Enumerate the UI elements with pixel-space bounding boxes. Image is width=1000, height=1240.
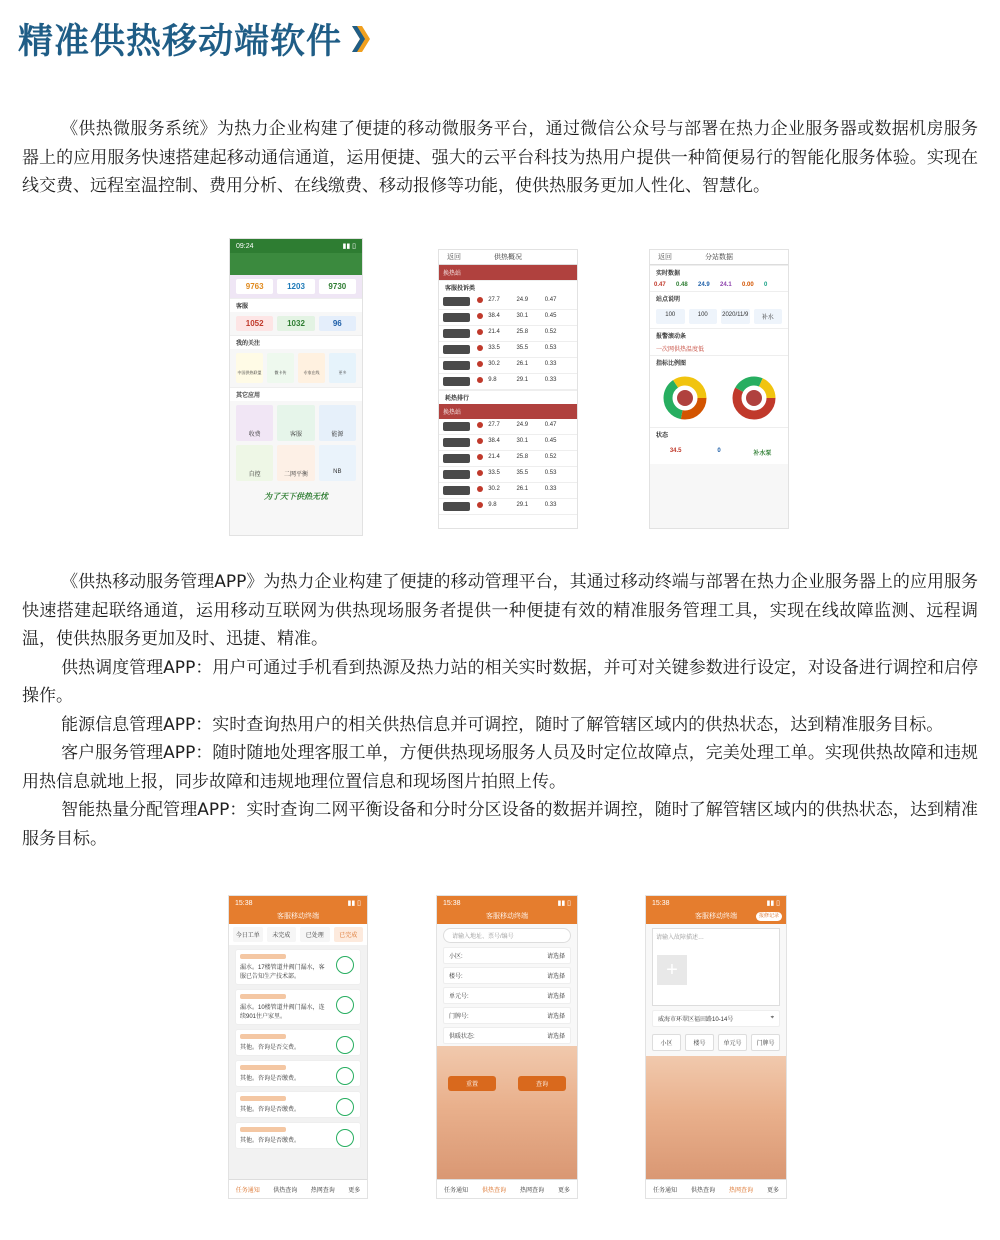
intro-paragraph: 《供热微服务系统》为热力企业构建了便捷的移动微服务平台，通过微信公众号与部署在热力企业服务器或数据机房服务器上的应用服务快速搭建起移动通信通道，运用便捷、强大的云平台科技为热用户提供一种简便易行的智能化服务体验。实现在线交费、远程室温控制、费用分析、在线缴费、移动报修等功能，使供热服务更加人性化、智慧化。 [22, 119, 978, 196]
order-text: 其他。咨询是否缴费。 [240, 1107, 301, 1113]
tab-more[interactable]: 更多 [766, 1187, 779, 1194]
alarm-dot-icon [477, 329, 483, 335]
cell-value: 0.45 [544, 438, 557, 444]
back-button[interactable]: 返回 [658, 254, 672, 261]
address-chips [646, 1030, 786, 1055]
alarm-dot-icon [477, 422, 483, 428]
cell-value: 24.9 [516, 422, 529, 428]
alarm-dot-icon [477, 470, 483, 476]
address-blurred [240, 1065, 286, 1070]
alarm-ticker: 一次网供热温度低 [650, 342, 788, 355]
kefu-cell[interactable]: 96 [319, 316, 356, 331]
page-title-text: 精准供热移动端软件 [18, 22, 343, 62]
cell-value: 30.2 [488, 361, 500, 367]
query-field[interactable] [443, 967, 571, 984]
section-title: 实时数据 [650, 265, 788, 279]
station-name [443, 329, 470, 338]
nav-bar: 返回 供热概况 [439, 250, 577, 265]
status-cell: 补水泵 [743, 445, 782, 460]
cell-value: 0.53 [544, 345, 557, 351]
table-row[interactable] [439, 342, 577, 358]
station-name [443, 313, 470, 322]
cell-value: 25.8 [516, 329, 529, 335]
tab-item[interactable]: 已完成 [334, 927, 364, 942]
cell-value: 0.52 [544, 454, 557, 460]
cell-value: 0.33 [544, 377, 557, 383]
cell-value: 9.8 [488, 502, 497, 508]
completed-stamp-icon [336, 1036, 354, 1054]
alarm-dot-icon [477, 313, 483, 319]
cell-value: 9.8 [488, 377, 497, 383]
tab-task[interactable]: 任务通知 [235, 1187, 260, 1194]
chip[interactable]: 楼号 [685, 1034, 714, 1051]
bottom-tab-bar [646, 1179, 786, 1198]
desc-cell: 100 [689, 309, 718, 324]
table-row[interactable] [439, 310, 577, 326]
section-title: 指标比例图 [650, 355, 788, 369]
cell-value: 0.33 [544, 361, 557, 367]
status-bar: 15:38 ▮▮ ▯ [646, 896, 786, 910]
table-row[interactable] [439, 451, 577, 467]
energy-app-paragraph: 能源信息管理APP：实时查询热用户的相关供热信息并可调控，随时了解管辖区域内的供热状态，达到精准服务目标。 [61, 714, 944, 735]
completed-stamp-icon [336, 1098, 354, 1116]
tab-item[interactable]: 未完成 [267, 927, 297, 942]
screenshot-micro-service-home [229, 238, 363, 536]
nav-bar: 返回 分站数据 [650, 250, 788, 265]
table-row[interactable] [439, 499, 577, 515]
address-blurred [240, 994, 286, 999]
order-text: 漏水。17楼管道井阀门漏水，客服已告知生产技术部。 [240, 965, 325, 980]
tab-heating[interactable]: 供热查询 [690, 1187, 715, 1194]
slogan: 为了天下供热无忧 [264, 492, 328, 501]
app-item[interactable]: 能源 [319, 405, 356, 441]
status-bar: 09:24 ▮▮ ▯ [230, 239, 362, 253]
section-title: 客服 [230, 298, 362, 312]
app-item[interactable]: 客服 [277, 405, 314, 441]
realtime-values: 0.47 0.48 24.9 24.1 0.00 0 [650, 279, 788, 291]
section-title: 站点说明 [650, 291, 788, 305]
bottom-tab-bar [437, 1179, 577, 1198]
list-item[interactable] [235, 1122, 361, 1149]
alarm-dot-icon [477, 502, 483, 508]
query-field[interactable] [443, 1007, 571, 1024]
address-field[interactable]: 威海市环翠区福田路10-14号 ⌖ [652, 1010, 780, 1027]
completed-stamp-icon [336, 1067, 354, 1085]
table-row[interactable] [439, 358, 577, 374]
list-item[interactable] [235, 1060, 361, 1087]
status-bar: 15:38 ▮▮ ▯ [229, 896, 367, 910]
donut-chart [729, 373, 779, 423]
alarm-dot-icon [477, 297, 483, 303]
list-item[interactable] [235, 989, 361, 1025]
station-name [443, 422, 470, 431]
table-header: 换热站 [439, 265, 577, 280]
table-row[interactable] [439, 467, 577, 483]
list-item[interactable] [235, 1029, 361, 1056]
list-item[interactable] [235, 1091, 361, 1118]
tab-item[interactable]: 已处理 [300, 927, 330, 942]
order-text: 其他。咨询是否缴费。 [240, 1076, 301, 1082]
cell-value: 21.4 [488, 454, 500, 460]
alarm-dot-icon [477, 361, 483, 367]
station-name [443, 297, 470, 306]
section-title: 我的关注 [230, 335, 362, 349]
follow-item[interactable]: 专家在线 [298, 353, 325, 383]
tab-item[interactable]: 今日工单 [233, 927, 263, 942]
description-textarea[interactable]: 请输入故障描述… + [652, 928, 780, 1006]
chip[interactable]: 小区 [652, 1034, 681, 1051]
cell-value: 21.4 [488, 329, 500, 335]
cell-value: 29.1 [516, 377, 529, 383]
screenshot-heating-query [436, 895, 578, 1199]
cell-value: 35.5 [516, 470, 529, 476]
station-name [443, 454, 470, 463]
section-title: 其它应用 [230, 387, 362, 401]
nav-bar: 客服移动终端 [437, 910, 577, 924]
section-title: 报警滚动条 [650, 328, 788, 342]
field-label: 楼号: [449, 974, 463, 980]
cell-value: 33.5 [488, 345, 500, 351]
table-row[interactable] [439, 419, 577, 435]
cell-value: 0.33 [544, 502, 557, 508]
alarm-dot-icon [477, 345, 483, 351]
cell-value: 0.45 [544, 313, 557, 319]
app-item[interactable]: NB [319, 445, 356, 481]
reset-button[interactable]: 重置 [448, 1076, 496, 1091]
nav-bar: 客服移动终端 [229, 910, 367, 924]
cell-value: 26.1 [516, 361, 529, 367]
record-button[interactable]: 报修记录 [756, 912, 782, 921]
follow-item[interactable]: 微卡传 [267, 353, 294, 383]
stat-cell: 9763 [236, 279, 273, 294]
stat-cell: 1203 [277, 279, 314, 294]
cell-value: 25.8 [516, 454, 529, 460]
add-photo-icon[interactable]: + [657, 955, 687, 985]
cell-value: 33.5 [488, 470, 500, 476]
section-title: 状态 [650, 427, 788, 441]
kefu-cell[interactable]: 1032 [277, 316, 314, 331]
section-title: 耗热排行 [439, 390, 577, 404]
address-blurred [240, 1096, 286, 1101]
status-cell: 0 [699, 445, 738, 460]
alarm-dot-icon [477, 486, 483, 492]
follow-item[interactable]: 中国供热联盟 [236, 353, 263, 383]
address-blurred [240, 1127, 286, 1132]
desc-cell: 100 [656, 309, 685, 324]
ratio-charts [650, 369, 788, 427]
field-select[interactable]: 请选择 [546, 1034, 565, 1040]
order-text: 其他。咨询是否交费。 [240, 1045, 301, 1051]
donut-chart [660, 373, 710, 423]
dispatch-app-paragraph: 供热调度管理APP：用户可通过手机看到热源及热力站的相关实时数据，并可对关键参数进行设定，对设备进行调控和启停操作。 [22, 657, 978, 706]
cell-value: 29.1 [516, 502, 529, 508]
desc-cell: 2020/11/9 [721, 309, 750, 324]
desc-cell: 补水 [754, 309, 783, 324]
cell-value: 27.7 [488, 297, 500, 303]
field-select[interactable]: 请选择 [546, 994, 565, 1000]
station-name [443, 377, 470, 386]
cell-value: 30.2 [488, 486, 500, 492]
cell-value: 35.5 [516, 345, 529, 351]
table-row[interactable] [439, 483, 577, 499]
chevron-right-icon [350, 24, 372, 54]
location-icon: ⌖ [770, 1015, 774, 1021]
bottom-tab-bar [229, 1179, 367, 1198]
order-text: 其他。咨询是否缴费。 [240, 1138, 301, 1144]
app-item[interactable]: 二网平衡 [277, 445, 314, 481]
status-cell: 34.5 [656, 445, 695, 460]
follow-item[interactable]: 更多 [329, 353, 356, 383]
field-label: 单元号: [449, 994, 469, 1000]
cell-value: 38.4 [488, 438, 500, 444]
page-title [18, 14, 372, 64]
screenshot-heating-overview [438, 249, 578, 529]
status-bar: 15:38 ▮▮ ▯ [437, 896, 577, 910]
back-button[interactable]: 返回 [447, 254, 461, 261]
table-row[interactable] [439, 374, 577, 390]
nav-bar: 客服移动终端 报修记录 [646, 910, 786, 924]
station-name [443, 361, 470, 370]
tab-heating[interactable]: 供热查询 [273, 1187, 298, 1194]
field-select[interactable]: 请选择 [546, 1014, 565, 1020]
alarm-dot-icon [477, 377, 483, 383]
screenshot-work-orders [228, 895, 368, 1199]
tab-task[interactable]: 任务通知 [652, 1187, 677, 1194]
table-row[interactable] [439, 294, 577, 310]
cell-value: 0.33 [544, 486, 557, 492]
query-button[interactable]: 查询 [518, 1076, 566, 1091]
field-select[interactable]: 请选择 [546, 954, 565, 960]
tab-bar [229, 924, 367, 945]
screenshot-substation-data [649, 249, 789, 529]
cell-value: 24.9 [516, 297, 529, 303]
tab-more[interactable]: 更多 [348, 1187, 361, 1194]
screenshot-fault-report [645, 895, 787, 1199]
alarm-dot-icon [477, 438, 483, 444]
cell-value: 0.47 [544, 422, 557, 428]
search-input[interactable]: 请输入地址、票号/编号 [443, 928, 571, 943]
cell-value: 30.1 [516, 313, 529, 319]
table-row[interactable] [439, 326, 577, 342]
app-intro-block [22, 568, 978, 853]
station-name [443, 470, 470, 479]
tab-network[interactable]: 热网查询 [519, 1187, 544, 1194]
field-label: 小区: [449, 954, 463, 960]
station-name [443, 438, 470, 447]
field-label: 门牌号: [449, 1014, 469, 1020]
kefu-cell[interactable]: 1052 [236, 316, 273, 331]
completed-stamp-icon [336, 996, 354, 1014]
address-blurred [240, 1034, 286, 1039]
field-label: 供暖状态: [449, 1034, 475, 1040]
query-field[interactable] [443, 947, 571, 964]
station-name [443, 486, 470, 495]
list-item[interactable] [235, 949, 361, 985]
tab-network[interactable]: 热网查询 [728, 1187, 753, 1194]
completed-stamp-icon [336, 1129, 354, 1147]
cell-value: 27.7 [488, 422, 500, 428]
chip[interactable]: 门牌号 [751, 1034, 780, 1051]
cell-value: 38.4 [488, 313, 500, 319]
tab-more[interactable]: 更多 [557, 1187, 570, 1194]
app-intro-paragraph: 《供热移动服务管理APP》为热力企业构建了便捷的移动管理平台，其通过移动终端与部署在热力企业服务器上的应用服务快速搭建起联络通道，运用移动互联网为供热现场服务者提供一种便捷有效的精准服务管理工具，实现在线故障监测、远程调温，使供热服务更加及时、迅捷、精准。 [22, 572, 978, 649]
tab-task[interactable]: 任务通知 [443, 1187, 468, 1194]
query-field[interactable] [443, 1027, 571, 1044]
order-text: 漏水。10楼管道井阀门漏水，连续901住户家里。 [240, 1005, 325, 1020]
heat-allocation-paragraph: 智能热量分配管理APP：实时查询二网平衡设备和分时分区设备的数据并调控，随时了解管辖区域内的供热状态，达到精准服务目标。 [22, 800, 978, 849]
cell-value: 0.53 [544, 470, 557, 476]
station-name [443, 502, 470, 511]
chip[interactable]: 单元号 [718, 1034, 747, 1051]
background-photo [437, 1046, 577, 1180]
account-banner [230, 253, 362, 275]
cell-value: 26.1 [516, 486, 529, 492]
tab-network[interactable]: 热网查询 [310, 1187, 335, 1194]
address-blurred [240, 954, 286, 959]
table-header: 换热站 [439, 404, 577, 419]
station-name [443, 345, 470, 354]
alarm-dot-icon [477, 454, 483, 460]
app-item[interactable]: 自控 [236, 445, 273, 481]
completed-stamp-icon [336, 956, 354, 974]
field-select[interactable]: 请选择 [546, 974, 565, 980]
cell-value: 30.1 [516, 438, 529, 444]
cell-value: 0.47 [544, 297, 557, 303]
app-item[interactable]: 收费 [236, 405, 273, 441]
cell-value: 0.52 [544, 329, 557, 335]
table-row[interactable] [439, 435, 577, 451]
customer-app-paragraph: 客户服务管理APP：随时随地处理客服工单，方便供热现场服务人员及时定位故障点，完美处理工单。实现供热故障和违规用热信息就地上报，同步故障和违规地理位置信息和现场图片拍照上传。 [22, 743, 978, 792]
tab-heating[interactable]: 供热查询 [481, 1187, 506, 1194]
stat-cell: 9730 [319, 279, 356, 294]
background-photo [646, 1056, 786, 1180]
section-title: 客服投诉类 [439, 280, 577, 294]
query-field[interactable] [443, 987, 571, 1004]
